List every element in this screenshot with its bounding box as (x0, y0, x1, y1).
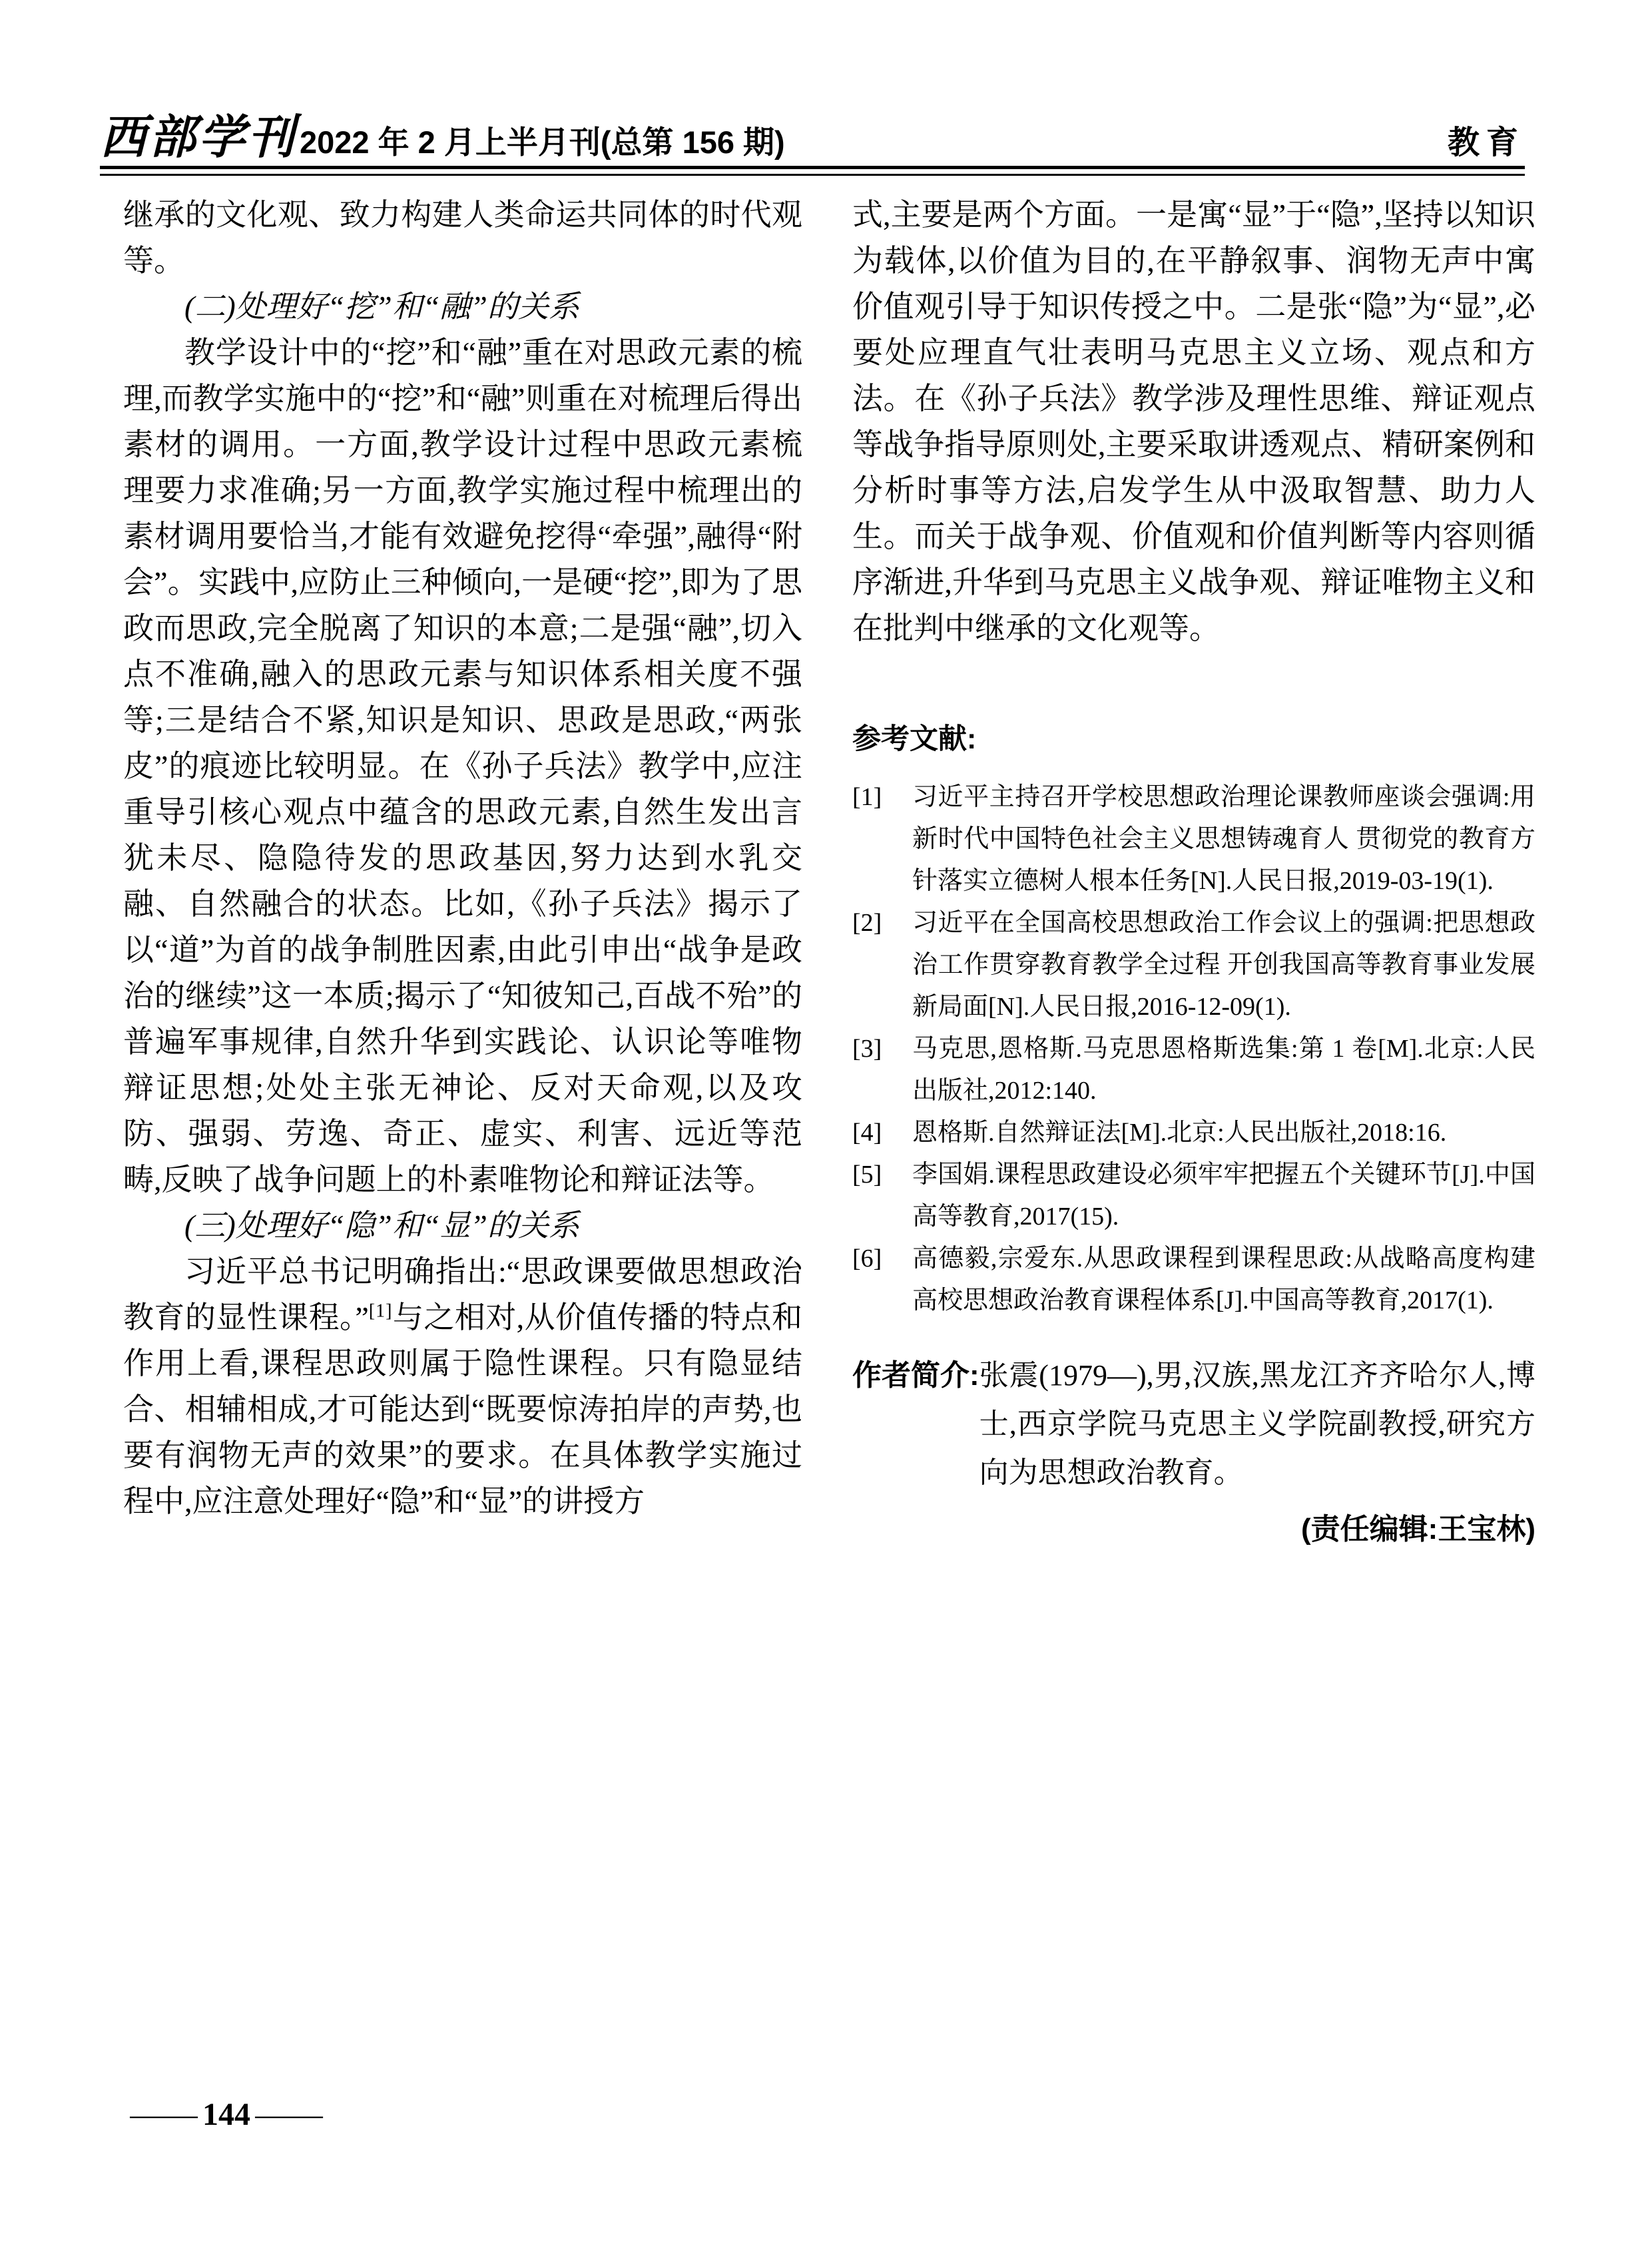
author-bio-text: 张震(1979—),男,汉族,黑龙江齐齐哈尔人,博士,西京学院马克思主义学院副教授,研究方向为思想政治教育。 (979, 1359, 1535, 1489)
reference-text: 恩格斯.自然辩证法[M].北京:人民出版社,2018:16. (912, 1119, 1447, 1147)
author-bio (852, 1351, 1535, 1497)
citation-superscript: [1] (368, 1300, 393, 1322)
right-column (852, 192, 1535, 1553)
page-footer (130, 2096, 323, 2133)
paragraph-text: 与之相对,从价值传播的特点和作用上看,课程思政则属于隐性课程。只有隐显结合、相辅相成,才可能达到“既要惊涛拍岸的声势,也要有润物无声的效果”的要求。在具体教学实施过程中,应注意处理好“隐”和“显”的讲授方 (123, 1300, 802, 1518)
section-label: 教育 (1447, 125, 1525, 160)
reference-item (852, 1112, 1535, 1154)
reference-marker: [2] (852, 909, 882, 937)
reference-marker: [4] (852, 1119, 882, 1147)
subsection-heading-3: (三)处理好“隐”和“显”的关系 (184, 1209, 579, 1243)
header-rule (100, 166, 1525, 176)
editor-note: (责任编辑:王宝林) (1301, 1513, 1535, 1545)
reference-marker: [1] (852, 783, 882, 811)
reference-text: 习近平主持召开学校思想政治理论课教师座谈会强调:用新时代中国特色社会主义思想铸魂育人 贯彻党的教育方针落实立德树人根本任务[N].人民日报,2019-03-19(1). (912, 783, 1535, 895)
references-heading: 参考文献: (852, 723, 977, 755)
reference-marker: [3] (852, 1035, 882, 1063)
reference-item (852, 1238, 1535, 1322)
reference-text: 李国娟.课程思政建设必须牢牢把握五个关键环节[J].中国高等教育,2017(15). (912, 1161, 1535, 1231)
body-paragraph: 式,主要是两个方面。一是寓“显”于“隐”,坚持以知识为载体,以价值为目的,在平静叙事、润物无声中寓价值观引导于知识传授之中。二是张“隐”为“显”,必要处应理直气壮表明马克思主义立场、观点和方法。在《孙子兵法》教学涉及理性思维、辩证观点等战争指导原则处,主要采取讲透观点、精研案例和分析时事等方法,启发学生从中汲取智慧、助力人生。而关于战争观、价值观和价值判断等内容则循序渐进,升华到马克思主义战争观、辩证唯物主义和在批判中继承的文化观等。 (852, 198, 1535, 645)
reference-marker: [6] (852, 1245, 882, 1272)
issue-info: 2022 年 2 月上半月刊(总第 156 期) (300, 125, 785, 160)
page-number: 144 (202, 2097, 250, 2132)
footer-dash-left: — (130, 2097, 198, 2132)
reference-item (852, 902, 1535, 1028)
footer-dash-right: — (255, 2097, 323, 2132)
reference-text: 习近平在全国高校思想政治工作会议上的强调:把思想政治工作贯穿教育教学全过程 开创我国高等教育事业发展新局面[N].人民日报,2016-12-09(1). (912, 909, 1535, 1021)
reference-item (852, 1028, 1535, 1112)
reference-marker: [5] (852, 1161, 882, 1189)
body-paragraph: 继承的文化观、致力构建人类命运共同体的时代观等。 (123, 198, 802, 278)
left-column (123, 192, 802, 1524)
reference-item (852, 1154, 1535, 1238)
reference-text: 马克思,恩格斯.马克思恩格斯选集:第 1 卷[M].北京:人民出版社,2012:140. (912, 1035, 1535, 1105)
subsection-heading-2: (二)处理好“挖”和“融”的关系 (184, 290, 579, 324)
page-header (100, 100, 1525, 167)
paragraph-text: 习近平总书记明确指出:“思政课要做思想政治教育的显性课程。” (123, 1255, 802, 1334)
journal-logo: 西部学刊 (100, 109, 297, 164)
reference-item (852, 776, 1535, 902)
reference-text: 高德毅,宗爱东.从思政课程到课程思政:从战略高度构建高校思想政治教育课程体系[J].中国高等教育,2017(1). (912, 1245, 1535, 1314)
body-paragraph (123, 1249, 802, 1524)
body-paragraph: 教学设计中的“挖”和“融”重在对思政元素的梳理,而教学实施中的“挖”和“融”则重在对梳理后得出素材的调用。一方面,教学设计过程中思政元素梳理要力求准确;另一方面,教学实施过程中梳理出的素材调用要恰当,才能有效避免挖得“牵强”,融得“附会”。实践中,应防止三种倾向,一是硬“挖”,即为了思政而思政,完全脱离了知识的本意;二是强“融”,切入点不准确,融入的思政元素与知识体系相关度不强等;三是结合不紧,知识是知识、思政是思政,“两张皮”的痕迹比较明显。在《孙子兵法》教学中,应注重导引核心观点中蕴含的思政元素,自然生发出言犹未尽、隐隐待发的思政基因,努力达到水乳交融、自然融合的状态。比如,《孙子兵法》揭示了以“道”为首的战争制胜因素,由此引申出“战争是政治的继续”这一本质;揭示了“知彼知己,百战不殆”的普遍军事规律,自然升华到实践论、认识论等唯物辩证思想;处处主张无神论、反对天命观,以及攻防、强弱、劳逸、奇正、虚实、利害、远近等范畴,反映了战争问题上的朴素唯物论和辩证法等。 (123, 336, 802, 1197)
references-section (852, 719, 1535, 1322)
author-bio-label: 作者简介: (852, 1359, 979, 1392)
